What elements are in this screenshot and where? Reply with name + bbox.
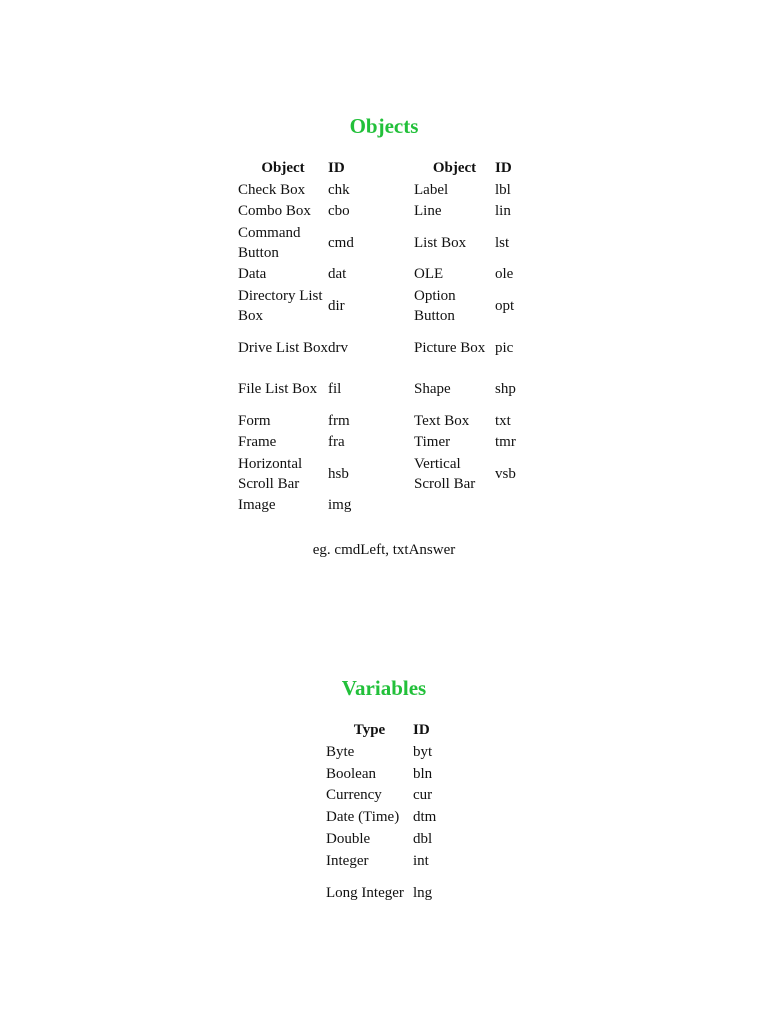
table-row [326,741,453,763]
variable-id: int [413,852,429,869]
object-id: txt [495,412,511,429]
objects-heading: Objects [349,114,419,138]
object-id: fil [328,381,342,398]
table-row [238,179,535,201]
object-name: List Box [414,234,467,251]
object-name: Combo Box [238,203,311,220]
object-id: ole [495,266,514,283]
object-name: Data [238,266,267,283]
object-name: Timer [414,434,451,451]
object-id: shp [495,381,516,398]
object-id [495,494,535,516]
header-id: ID [413,722,430,738]
object-id: cmd [328,234,354,251]
header-object-left: Object [261,160,305,176]
object-name [414,494,495,516]
object-id: chk [328,181,350,198]
object-id: hsb [328,465,349,482]
table-row [326,828,453,850]
variable-id: dtm [413,809,437,826]
variable-type: Integer [326,852,369,869]
object-id: lin [495,203,511,220]
table-row [326,763,453,785]
variable-type: Boolean [326,765,376,782]
variable-type: Date (Time) [326,809,400,826]
table-row [326,850,453,872]
object-name: Horizontal Scroll Bar [238,455,303,492]
header-object-right: Object [432,160,477,176]
variable-id: cur [413,787,433,804]
table-row [326,806,453,828]
table-row [238,201,535,223]
header-id-right: ID [495,160,512,176]
object-id: fra [328,434,345,451]
naming-example: eg. cmdLeft, txtAnswer [312,542,456,558]
object-id: frm [328,412,350,429]
object-id: tmr [495,434,516,451]
table-row [238,453,535,495]
variable-type: Double [326,831,371,848]
variables-heading: Variables [341,676,427,700]
variable-type: Long Integer [326,884,404,901]
variable-id: byt [413,743,433,760]
object-name: Frame [238,434,277,451]
object-name: Drive List Box [238,339,328,356]
header-id-left: ID [328,160,345,176]
object-name: Vertical Scroll Bar [414,455,476,492]
object-id: lst [495,234,510,251]
variables-table [326,719,453,913]
variable-type: Byte [326,743,355,760]
objects-table [238,157,535,516]
table-row [326,872,453,914]
table-row [238,327,535,369]
object-name: Directory List Box [238,288,323,325]
variable-id: bln [413,765,433,782]
table-row [238,494,535,516]
object-name: OLE [414,266,444,283]
object-id: vsb [495,465,516,482]
object-id: lbl [495,181,511,198]
object-name: File List Box [238,381,318,398]
table-row [238,222,535,264]
variable-type: Currency [326,787,382,804]
variable-id: lng [413,884,433,901]
table-row [238,264,535,286]
object-id: opt [495,298,515,315]
object-name: Text Box [414,412,470,429]
table-row [238,285,535,327]
table-row [238,431,535,453]
object-name: Form [238,412,271,429]
objects-header-row [238,157,535,179]
object-name: Check Box [238,181,306,198]
object-name: Label [414,181,449,198]
header-type: Type [353,722,386,738]
object-name: Shape [414,381,451,398]
object-name: Picture Box [414,339,486,356]
variables-header-row [326,719,453,741]
object-name: Line [414,203,442,220]
object-id: cbo [328,203,350,220]
object-id: img [328,497,352,514]
object-id: pic [495,339,514,356]
object-name: Image [238,497,276,514]
object-id: drv [328,339,348,356]
object-id: dat [328,266,347,283]
table-row [326,785,453,807]
table-row [238,368,535,410]
table-row [238,410,535,432]
variable-id: dbl [413,831,433,848]
object-name: Option Button [414,288,456,325]
object-name: Command Button [238,224,301,261]
object-id: dir [328,298,345,315]
